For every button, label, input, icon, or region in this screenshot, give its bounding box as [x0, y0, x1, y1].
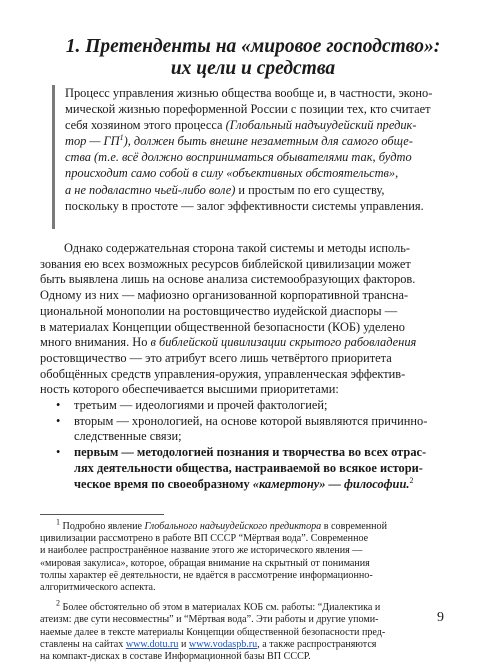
footnote-line: ставлены на сайтах www.dotu.ru и www.vodaspb.ru, а также распространяются — [40, 638, 377, 650]
list-item-first: • первым — методологией познания и творчества во всех отрас- — [56, 445, 427, 460]
text-line: быть выявлена лишь на основе анализа системообразующих факторов. — [40, 272, 416, 287]
intro-line: происходит само собой в силу «объективных обстоятельств», — [65, 166, 399, 181]
footnote-ref-1: 1 — [119, 133, 124, 143]
bullet-icon: • — [56, 413, 61, 428]
text-line: циональной монополии на ростовщичество иудейской диаспоры — — [40, 303, 398, 318]
text-line: Однако содержательная сторона такой системы и методы исполь- — [64, 241, 411, 255]
text-line: в материалах Концепции общественной безопасности (КОБ) уделено — [40, 319, 405, 334]
bullet-icon: • — [56, 445, 61, 460]
text-line: зования ею всех возможных ресурсов библейской цивилизации может — [40, 256, 411, 271]
bullet-icon: • — [56, 398, 61, 413]
footnote-line: $^1$ Подробно явление Глобального надъиудейского предиктора в современной — [56, 517, 387, 532]
text-line: ность которого обеспечивается высшими приоритетами: — [40, 382, 339, 397]
footnote-mark-2: 2 — [56, 598, 60, 608]
title-line-2: их цели и средства — [170, 58, 336, 79]
text-line: Одному из них — мафиозно организованной корпоративной трансна- — [40, 288, 409, 303]
footnote-line: атеизм: две сути несовместны” и “Мёртвая вода”. Эти работы и другие упоми- — [40, 614, 379, 626]
list-item-second-cont: следственные связи; — [74, 429, 182, 444]
intro-line: мической жизнью пореформенной России с позиции тех, кто считает — [65, 102, 431, 117]
footnote-line: цивилизации рассмотрено в работе ВП СССР “Мёртвая вода”. Современное — [40, 533, 369, 545]
footnote-ref-2: 2 — [409, 475, 414, 485]
intro-line: ства (т.е. всё должно восприниматься обывателями так, будто — [65, 150, 412, 165]
intro-line: поскольку в простоте — залог эффективности системы управления. — [65, 198, 424, 213]
text-line: ростовщичество — это атрибут всего лишь четвёртого приоритета — [40, 350, 392, 365]
page-number: 9 — [437, 610, 444, 625]
footnote-line: наемые далее в тексте материалы Концепции общественной безопасности пред- — [40, 626, 386, 638]
list-item-first-cont: лях деятельности общества, настраиваемой во всякое истори- — [74, 460, 423, 475]
intro-block — [52, 85, 452, 229]
intro-line: себя хозяином этого процесса (Глобальный надъиудейский предик- — [65, 118, 417, 133]
footnote-line: толпы характер её деятельности, не вдаётся в рассмотрение информационно- — [40, 569, 373, 581]
footnote-line: и наиболее распространённое название этого же исторического явления — — [40, 545, 363, 557]
footnotes — [40, 517, 452, 663]
link-vodaspb[interactable]: www.vodaspb.ru — [188, 638, 258, 650]
list-item-first-cont: ческое время по своеобразному «камертону» — философии.$^2$ — [74, 475, 414, 491]
list-item-third: • третьим — идеологиями и прочей фактологией; — [56, 398, 328, 413]
intro-line: а не подвластно чьей-либо воле) и простым по его существу, — [65, 182, 385, 197]
chapter-title — [56, 36, 450, 80]
intro-line: тор — $ГП^1$), должен быть внешне незаметным для самого обще- — [65, 133, 413, 149]
link-dotu[interactable]: www.dotu.ru — [125, 638, 179, 650]
text-line: обобщённых средств управления-оружия, управленческая эффектив- — [40, 366, 406, 381]
intro-line: Процесс управления жизнью общества вообще и, в частности, эконо- — [65, 86, 433, 100]
title-line-1: 1. Претенденты на «мировое господство»: — [65, 36, 441, 57]
footnote-line: на компакт-дисках в составе Информационной базы ВП СССР. — [40, 651, 311, 663]
footnote-divider — [40, 514, 164, 515]
footnote-mark-1: 1 — [56, 517, 60, 527]
footnote-line: $^2$ Более обстоятельно об этом в материалах КОБ см. работы: “Диалектика и — [56, 598, 381, 614]
main-text — [40, 241, 452, 492]
footnote-line: алгоритмического аспекта. — [40, 582, 156, 594]
footnote-line: «мировая закулиса», которое, обращая внимание на скрытный от понимания — [40, 557, 370, 569]
list-item-second: • вторым — хронологией, на основе которой выявляются причинно- — [56, 413, 428, 428]
text-line: много внимания. Но в библейской цивилизации скрытого рабовладения — [40, 335, 417, 350]
